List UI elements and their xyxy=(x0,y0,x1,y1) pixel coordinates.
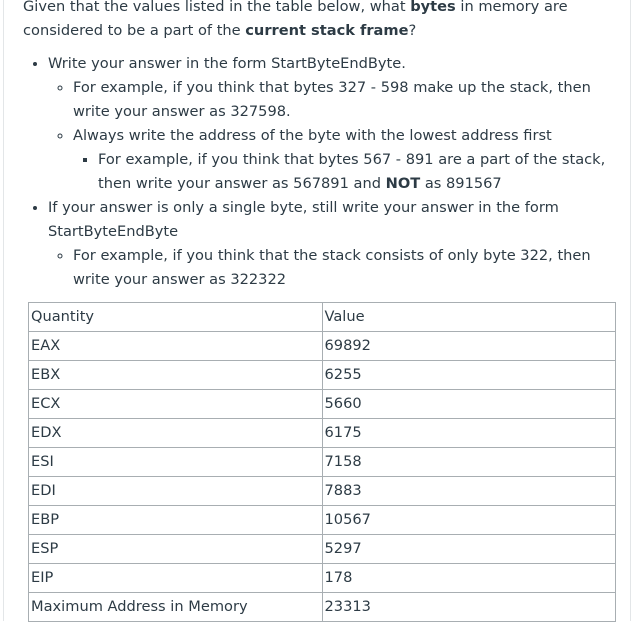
instruction-lowest-first xyxy=(73,124,623,196)
table-cell-quantity: EDI xyxy=(29,477,323,506)
instruction-example xyxy=(98,148,623,196)
table-header-quantity: Quantity xyxy=(29,303,323,332)
instruction-example xyxy=(73,76,623,124)
frame-border-left xyxy=(3,0,4,621)
instruction-sublist xyxy=(48,76,623,196)
table-cell-value: 10567 xyxy=(322,506,615,535)
instruction-emphasis-not: NOT xyxy=(385,175,421,192)
table-cell-quantity: ECX xyxy=(29,390,323,419)
table-cell-quantity: EDX xyxy=(29,419,323,448)
table-cell-value: 23313 xyxy=(322,593,615,622)
table-row xyxy=(29,419,616,448)
register-table xyxy=(28,302,616,622)
table-row xyxy=(29,506,616,535)
instruction-sublist xyxy=(48,244,623,292)
table-cell-value: 7158 xyxy=(322,448,615,477)
table-row xyxy=(29,535,616,564)
instruction-item-format xyxy=(48,52,623,196)
instruction-text: Always write the address of the byte with the lowest address first xyxy=(73,127,552,144)
table-cell-value: 178 xyxy=(322,564,615,593)
instruction-example-text: For example, if you think that bytes 327 - 598 make up the stack, then write your answer as 327598. xyxy=(73,79,591,120)
table-cell-value: 5297 xyxy=(322,535,615,564)
frame-border-right xyxy=(630,0,631,621)
table-cell-value: 5660 xyxy=(322,390,615,419)
table-cell-quantity: EAX xyxy=(29,332,323,361)
table-cell-quantity: EBX xyxy=(29,361,323,390)
table-row xyxy=(29,593,616,622)
question-content xyxy=(23,0,623,292)
table-row xyxy=(29,390,616,419)
table-cell-quantity: Maximum Address in Memory xyxy=(29,593,323,622)
table-row xyxy=(29,332,616,361)
question-text-part: ? xyxy=(408,22,417,39)
instruction-item-single-byte xyxy=(48,196,623,292)
table-header-row xyxy=(29,303,616,332)
table-row xyxy=(29,448,616,477)
question-text-part: Given that the values listed in the table below, what xyxy=(23,0,411,15)
table-row xyxy=(29,564,616,593)
instruction-example-text: For example, if you think that the stack consists of only byte 322, then write your answer as 322322 xyxy=(73,247,591,288)
instruction-list xyxy=(23,52,623,292)
table-cell-quantity: EBP xyxy=(29,506,323,535)
table-row xyxy=(29,477,616,506)
table-cell-value: 6255 xyxy=(322,361,615,390)
question-text xyxy=(23,0,623,43)
table-cell-quantity: EIP xyxy=(29,564,323,593)
instruction-example xyxy=(73,244,623,292)
question-emphasis-stack-frame: current stack frame xyxy=(245,22,409,39)
table-cell-quantity: ESP xyxy=(29,535,323,564)
question-emphasis-bytes: bytes xyxy=(410,0,456,15)
table-cell-value: 6175 xyxy=(322,419,615,448)
table-row xyxy=(29,361,616,390)
table-cell-quantity: ESI xyxy=(29,448,323,477)
table-cell-value: 7883 xyxy=(322,477,615,506)
table-header-value: Value xyxy=(322,303,615,332)
instruction-text: Write your answer in the form StartByteEndByte. xyxy=(48,55,406,72)
instruction-example-text: For example, if you think that bytes 567 - 891 are a part of the stack, then write your answer as 567891 and xyxy=(98,151,606,192)
question-text-part: in memory are considered to be a part of the xyxy=(23,0,568,39)
instruction-example-text: as 891567 xyxy=(420,175,502,192)
instruction-text: If your answer is only a single byte, still write your answer in the form StartByteEndByte xyxy=(48,199,559,240)
table-cell-value: 69892 xyxy=(322,332,615,361)
instruction-sublist xyxy=(73,148,623,196)
